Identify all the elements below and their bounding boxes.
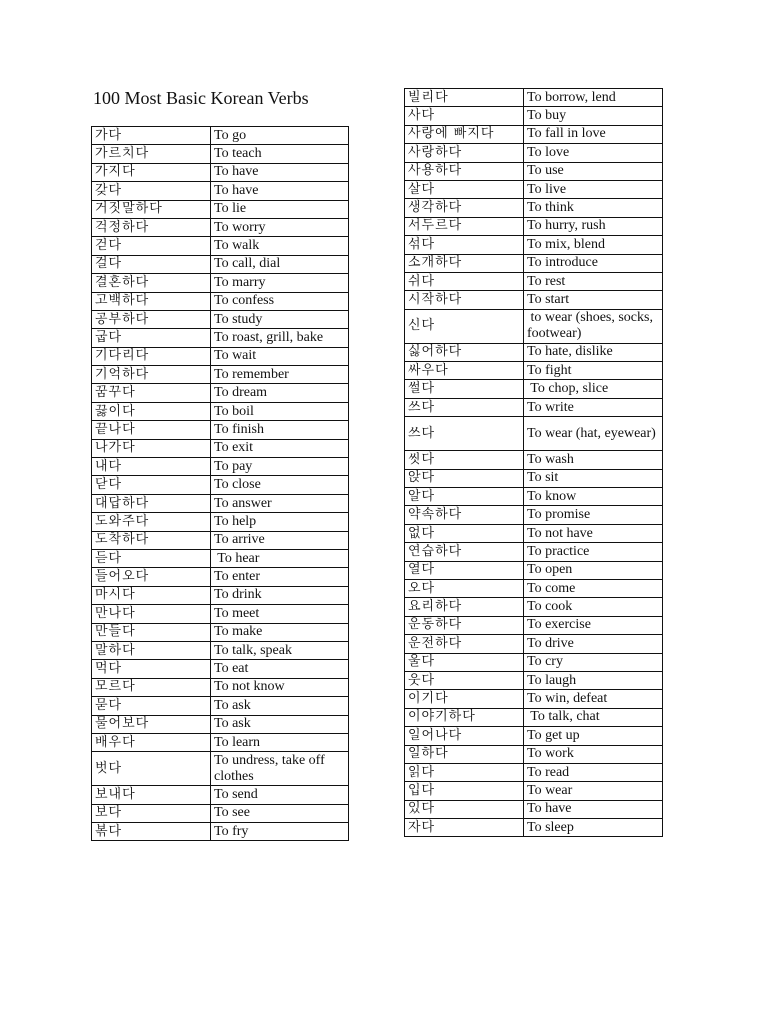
verb-row [92, 823, 349, 841]
verb-row [405, 745, 663, 763]
verb-row [405, 727, 663, 745]
verb-row [405, 469, 663, 487]
verb-row [92, 439, 349, 457]
english-meaning: To buy [524, 107, 663, 125]
verb-row [92, 255, 349, 273]
english-meaning: To walk [211, 237, 349, 255]
verb-row [92, 163, 349, 181]
korean-verb: 요리하다 [405, 598, 524, 616]
korean-verb: 가다 [92, 127, 211, 145]
verb-row [92, 786, 349, 804]
english-meaning: To not know [211, 678, 349, 696]
english-meaning: To rest [524, 272, 663, 290]
english-meaning: To have [211, 182, 349, 200]
korean-verb: 울다 [405, 653, 524, 671]
korean-verb: 신다 [405, 309, 524, 343]
english-meaning: To have [211, 163, 349, 181]
korean-verb: 알다 [405, 488, 524, 506]
verb-row [92, 568, 349, 586]
korean-verb: 듣다 [92, 549, 211, 567]
korean-verb: 가르치다 [92, 145, 211, 163]
english-meaning: To fight [524, 362, 663, 380]
korean-verb: 시작하다 [405, 291, 524, 309]
verb-row [92, 733, 349, 751]
english-meaning: To undress, take off clothes [211, 752, 349, 786]
verb-row [92, 145, 349, 163]
verb-row [92, 402, 349, 420]
korean-verb: 쓰다 [405, 417, 524, 451]
korean-verb: 싫어하다 [405, 343, 524, 361]
korean-verb: 꿈꾸다 [92, 384, 211, 402]
korean-verb: 이야기하다 [405, 708, 524, 726]
verb-row [92, 752, 349, 786]
english-meaning: To fry [211, 823, 349, 841]
korean-verb: 물어보다 [92, 715, 211, 733]
english-meaning: To fall in love [524, 125, 663, 143]
korean-verb: 운전하다 [405, 635, 524, 653]
korean-verb: 만나다 [92, 605, 211, 623]
english-meaning: To roast, grill, bake [211, 329, 349, 347]
verb-row [92, 237, 349, 255]
english-meaning: To study [211, 310, 349, 328]
english-meaning: To have [524, 800, 663, 818]
verb-row [92, 127, 349, 145]
korean-verb: 기억하다 [92, 366, 211, 384]
english-meaning: To learn [211, 733, 349, 751]
korean-verb: 씻다 [405, 451, 524, 469]
verb-row [405, 199, 663, 217]
verb-row [92, 347, 349, 365]
verb-row [92, 458, 349, 476]
english-meaning: To finish [211, 421, 349, 439]
korean-verb: 일어나다 [405, 727, 524, 745]
verb-row [92, 513, 349, 531]
verb-row [405, 380, 663, 398]
korean-verb: 먹다 [92, 660, 211, 678]
verb-row [405, 671, 663, 689]
english-meaning: To win, defeat [524, 690, 663, 708]
korean-verb: 말하다 [92, 641, 211, 659]
verb-row [92, 292, 349, 310]
english-meaning: To not have [524, 524, 663, 542]
verb-row [405, 690, 663, 708]
korean-verb: 살다 [405, 180, 524, 198]
verb-row [92, 715, 349, 733]
korean-verb: 결혼하다 [92, 274, 211, 292]
verb-row [405, 236, 663, 254]
korean-verb: 앉다 [405, 469, 524, 487]
korean-verb: 보내다 [92, 786, 211, 804]
korean-verb: 썰다 [405, 380, 524, 398]
english-meaning: To promise [524, 506, 663, 524]
verb-row [405, 180, 663, 198]
english-meaning: To meet [211, 605, 349, 623]
english-meaning: To write [524, 398, 663, 416]
english-meaning: To exit [211, 439, 349, 457]
verb-row [405, 254, 663, 272]
english-meaning: To sit [524, 469, 663, 487]
english-meaning: To remember [211, 366, 349, 384]
verb-row [92, 421, 349, 439]
english-meaning: To mix, blend [524, 236, 663, 254]
korean-verb: 없다 [405, 524, 524, 542]
verb-row [405, 343, 663, 361]
english-meaning: To worry [211, 218, 349, 236]
english-meaning: To close [211, 476, 349, 494]
verb-row [405, 144, 663, 162]
korean-verb: 기다리다 [92, 347, 211, 365]
verb-row [92, 310, 349, 328]
korean-verb: 오다 [405, 579, 524, 597]
verb-row [405, 107, 663, 125]
verb-row [405, 125, 663, 143]
korean-verb: 고백하다 [92, 292, 211, 310]
korean-verb: 갖다 [92, 182, 211, 200]
english-meaning: To boil [211, 402, 349, 420]
english-meaning: To love [524, 144, 663, 162]
korean-verb: 사다 [405, 107, 524, 125]
korean-verb: 걷다 [92, 237, 211, 255]
korean-verb: 묻다 [92, 697, 211, 715]
english-meaning: to wear (shoes, socks, footwear) [524, 309, 663, 343]
korean-verb: 웃다 [405, 671, 524, 689]
english-meaning: To talk, speak [211, 641, 349, 659]
verb-row [92, 697, 349, 715]
korean-verb: 닫다 [92, 476, 211, 494]
english-meaning: To hear [211, 549, 349, 567]
english-meaning: To laugh [524, 671, 663, 689]
korean-verb: 내다 [92, 458, 211, 476]
korean-verb: 사랑하다 [405, 144, 524, 162]
verb-row [405, 579, 663, 597]
page-title: 100 Most Basic Korean Verbs [93, 88, 309, 108]
english-meaning: To answer [211, 494, 349, 512]
english-meaning: To wear [524, 782, 663, 800]
verb-row [92, 384, 349, 402]
korean-verb: 싸우다 [405, 362, 524, 380]
verb-row [405, 362, 663, 380]
verb-table-left-body [92, 127, 349, 841]
verb-row [92, 641, 349, 659]
english-meaning: To see [211, 804, 349, 822]
english-meaning: To exercise [524, 616, 663, 634]
korean-verb: 볶다 [92, 823, 211, 841]
korean-verb: 굽다 [92, 329, 211, 347]
english-meaning: To cook [524, 598, 663, 616]
english-meaning: To use [524, 162, 663, 180]
verb-row [92, 200, 349, 218]
verb-row [92, 605, 349, 623]
verb-row [405, 417, 663, 451]
verb-row [405, 708, 663, 726]
korean-verb: 약속하다 [405, 506, 524, 524]
english-meaning: To drive [524, 635, 663, 653]
english-meaning: To cry [524, 653, 663, 671]
verb-row [405, 89, 663, 107]
verb-table-right-body [405, 89, 663, 837]
korean-verb: 가지다 [92, 163, 211, 181]
verb-row [405, 272, 663, 290]
korean-verb: 도착하다 [92, 531, 211, 549]
korean-verb: 배우다 [92, 733, 211, 751]
verb-row [92, 494, 349, 512]
verb-row [92, 274, 349, 292]
korean-verb: 일하다 [405, 745, 524, 763]
verb-row [405, 488, 663, 506]
verb-row [92, 329, 349, 347]
verb-row [405, 800, 663, 818]
english-meaning: To read [524, 763, 663, 781]
korean-verb: 만들다 [92, 623, 211, 641]
verb-row [405, 217, 663, 235]
verb-row [405, 653, 663, 671]
english-meaning: To come [524, 579, 663, 597]
verb-row [92, 660, 349, 678]
verb-row [92, 366, 349, 384]
korean-verb: 거짓말하다 [92, 200, 211, 218]
english-meaning: To work [524, 745, 663, 763]
verb-row [92, 623, 349, 641]
verb-row [92, 476, 349, 494]
korean-verb: 소개하다 [405, 254, 524, 272]
english-meaning: To wait [211, 347, 349, 365]
english-meaning: To get up [524, 727, 663, 745]
english-meaning: To confess [211, 292, 349, 310]
verb-row [405, 309, 663, 343]
korean-verb: 끓이다 [92, 402, 211, 420]
verb-row [92, 531, 349, 549]
verb-row [405, 763, 663, 781]
verb-row [405, 506, 663, 524]
korean-verb: 공부하다 [92, 310, 211, 328]
english-meaning: To dream [211, 384, 349, 402]
english-meaning: To lie [211, 200, 349, 218]
english-meaning: To talk, chat [524, 708, 663, 726]
korean-verb: 보다 [92, 804, 211, 822]
english-meaning: To send [211, 786, 349, 804]
english-meaning: To open [524, 561, 663, 579]
korean-verb: 나가다 [92, 439, 211, 457]
verb-row [405, 782, 663, 800]
korean-verb: 빌리다 [405, 89, 524, 107]
verb-row [405, 635, 663, 653]
verb-table-left [91, 126, 349, 841]
korean-verb: 서두르다 [405, 217, 524, 235]
korean-verb: 섞다 [405, 236, 524, 254]
verb-row [92, 678, 349, 696]
english-meaning: To enter [211, 568, 349, 586]
korean-verb: 생각하다 [405, 199, 524, 217]
korean-verb: 자다 [405, 819, 524, 837]
korean-verb: 운동하다 [405, 616, 524, 634]
english-meaning: To practice [524, 543, 663, 561]
english-meaning: To ask [211, 697, 349, 715]
verb-row [405, 819, 663, 837]
english-meaning: To think [524, 199, 663, 217]
verb-row [92, 182, 349, 200]
verb-row [92, 586, 349, 604]
korean-verb: 입다 [405, 782, 524, 800]
verb-row [405, 616, 663, 634]
korean-verb: 연습하다 [405, 543, 524, 561]
korean-verb: 쓰다 [405, 398, 524, 416]
verb-row [405, 561, 663, 579]
english-meaning: To hurry, rush [524, 217, 663, 235]
english-meaning: To ask [211, 715, 349, 733]
korean-verb: 벗다 [92, 752, 211, 786]
english-meaning: To live [524, 180, 663, 198]
korean-verb: 모르다 [92, 678, 211, 696]
english-meaning: To marry [211, 274, 349, 292]
english-meaning: To wash [524, 451, 663, 469]
english-meaning: To call, dial [211, 255, 349, 273]
korean-verb: 열다 [405, 561, 524, 579]
korean-verb: 도와주다 [92, 513, 211, 531]
verb-row [405, 543, 663, 561]
korean-verb: 있다 [405, 800, 524, 818]
korean-verb: 쉬다 [405, 272, 524, 290]
english-meaning: To introduce [524, 254, 663, 272]
verb-row [92, 804, 349, 822]
verb-row [405, 524, 663, 542]
verb-row [92, 549, 349, 567]
korean-verb: 걱정하다 [92, 218, 211, 236]
english-meaning: To drink [211, 586, 349, 604]
english-meaning: To wear (hat, eyewear) [524, 417, 663, 451]
english-meaning: To make [211, 623, 349, 641]
korean-verb: 마시다 [92, 586, 211, 604]
english-meaning: To go [211, 127, 349, 145]
verb-row [405, 451, 663, 469]
korean-verb: 들어오다 [92, 568, 211, 586]
korean-verb: 대답하다 [92, 494, 211, 512]
english-meaning: To know [524, 488, 663, 506]
verb-row [405, 598, 663, 616]
korean-verb: 사랑에 빠지다 [405, 125, 524, 143]
english-meaning: To borrow, lend [524, 89, 663, 107]
english-meaning: To arrive [211, 531, 349, 549]
english-meaning: To teach [211, 145, 349, 163]
verb-row [405, 162, 663, 180]
english-meaning: To sleep [524, 819, 663, 837]
korean-verb: 사용하다 [405, 162, 524, 180]
english-meaning: To help [211, 513, 349, 531]
korean-verb: 읽다 [405, 763, 524, 781]
english-meaning: To pay [211, 458, 349, 476]
english-meaning: To hate, dislike [524, 343, 663, 361]
korean-verb: 끝나다 [92, 421, 211, 439]
verb-table-right [404, 88, 663, 837]
korean-verb: 걸다 [92, 255, 211, 273]
english-meaning: To eat [211, 660, 349, 678]
english-meaning: To start [524, 291, 663, 309]
english-meaning: To chop, slice [524, 380, 663, 398]
verb-row [405, 398, 663, 416]
verb-row [92, 218, 349, 236]
verb-row [405, 291, 663, 309]
korean-verb: 이기다 [405, 690, 524, 708]
